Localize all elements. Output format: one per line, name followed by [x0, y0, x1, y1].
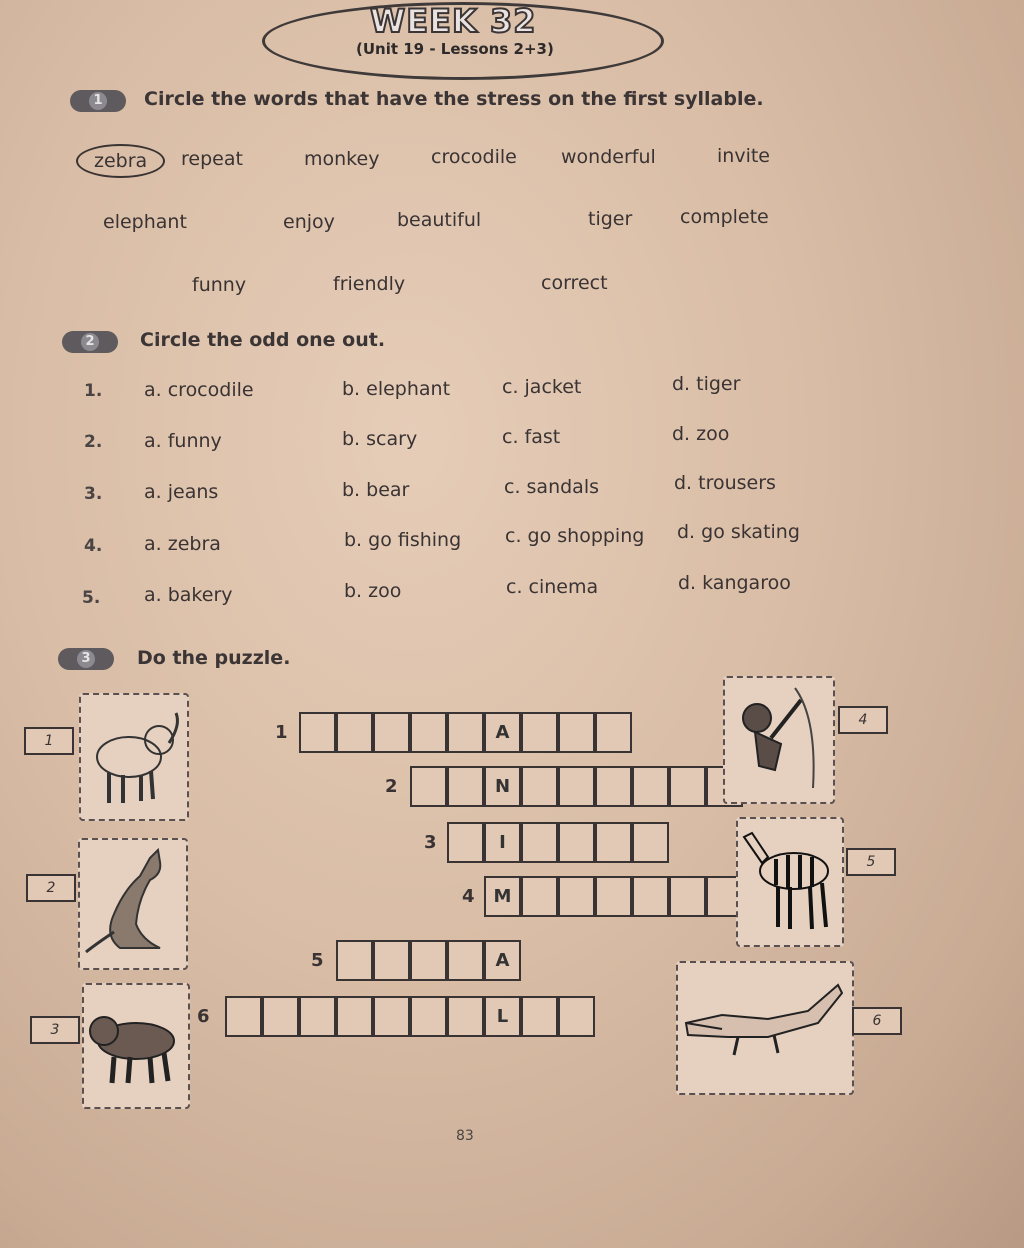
monkey-icon [725, 678, 833, 802]
crossword-cell[interactable] [558, 822, 595, 863]
crossword-cell[interactable] [373, 996, 410, 1037]
crossword-cell[interactable] [669, 766, 706, 807]
clue-number: 5 [311, 950, 324, 971]
picture-tag-4: 4 [838, 706, 888, 734]
crossword-key-cell[interactable]: L [484, 996, 521, 1037]
word-monkey[interactable]: monkey [304, 148, 380, 170]
crossword-cell[interactable] [558, 996, 595, 1037]
crossword-cell[interactable] [632, 876, 669, 917]
crossword-cell[interactable] [595, 822, 632, 863]
clue-number: 2 [385, 776, 398, 797]
crossword-cell[interactable] [669, 876, 706, 917]
exercise-1-badge: 1 [70, 90, 126, 112]
option-a[interactable]: a. zebra [144, 533, 221, 555]
option-a[interactable]: a. funny [144, 430, 222, 452]
crossword-cell[interactable] [336, 940, 373, 981]
crossword-cell[interactable] [447, 712, 484, 753]
option-d[interactable]: d. go skating [677, 521, 800, 543]
crossword-cell[interactable] [521, 996, 558, 1037]
option-d[interactable]: d. zoo [672, 423, 730, 445]
crossword-cell[interactable] [373, 712, 410, 753]
question-number: 3. [84, 484, 103, 504]
option-c[interactable]: c. fast [502, 426, 561, 448]
clue-number: 1 [275, 722, 288, 743]
crossword-cell[interactable] [558, 712, 595, 753]
option-b[interactable]: b. elephant [342, 378, 451, 400]
kangaroo-icon [80, 840, 186, 968]
crossword-cell[interactable] [299, 996, 336, 1037]
picture-tag-1: 1 [24, 727, 74, 755]
crossword-cell[interactable] [299, 712, 336, 753]
crossword-key-cell[interactable]: A [484, 712, 521, 753]
picture-tag-6: 6 [852, 1007, 902, 1035]
crossword-cell[interactable] [632, 766, 669, 807]
crossword-key-cell[interactable]: N [484, 766, 521, 807]
crossword-cell[interactable] [262, 996, 299, 1037]
tiger-picture [82, 983, 190, 1109]
monkey-picture [723, 676, 835, 804]
crossword-cell[interactable] [447, 996, 484, 1037]
crossword-cell[interactable] [632, 822, 669, 863]
crossword-cell[interactable] [558, 766, 595, 807]
elephant-picture [79, 693, 189, 821]
word-repeat[interactable]: repeat [181, 148, 243, 170]
crocodile-picture [676, 961, 854, 1095]
option-a[interactable]: a. jeans [144, 481, 219, 503]
exercise-3-instruction: Do the puzzle. [137, 647, 291, 669]
zebra-icon [738, 819, 842, 945]
crossword-cell[interactable] [336, 712, 373, 753]
option-b[interactable]: b. scary [342, 428, 418, 450]
option-a[interactable]: a. bakery [144, 584, 233, 606]
option-d[interactable]: d. tiger [672, 373, 741, 395]
word-funny[interactable]: funny [192, 274, 247, 296]
crossword-cell[interactable] [521, 766, 558, 807]
option-c[interactable]: c. sandals [504, 476, 599, 498]
option-d[interactable]: d. kangaroo [678, 572, 791, 594]
crossword-cell[interactable] [410, 712, 447, 753]
crossword-cell[interactable] [447, 940, 484, 981]
question-number: 1. [84, 381, 103, 401]
word-enjoy[interactable]: enjoy [283, 211, 335, 233]
picture-tag-2: 2 [26, 874, 76, 902]
clue-number: 6 [197, 1006, 210, 1027]
elephant-icon [81, 695, 187, 819]
question-number: 5. [82, 588, 101, 608]
option-b[interactable]: b. go fishing [344, 529, 462, 551]
kangaroo-picture [78, 838, 188, 970]
word-invite[interactable]: invite [717, 145, 770, 167]
question-number: 2. [84, 432, 103, 452]
crossword-cell[interactable] [521, 876, 558, 917]
option-c[interactable]: c. go shopping [505, 525, 645, 547]
page-subtitle: (Unit 19 - Lessons 2+3) [356, 40, 554, 58]
word-beautiful[interactable]: beautiful [397, 209, 482, 231]
picture-tag-5: 5 [846, 848, 896, 876]
option-b[interactable]: b. bear [342, 479, 410, 501]
crossword-cell[interactable] [373, 940, 410, 981]
word-elephant[interactable]: elephant [103, 211, 187, 233]
crossword-cell[interactable] [595, 876, 632, 917]
word-crocodile[interactable]: crocodile [431, 146, 517, 168]
exercise-2-instruction: Circle the odd one out. [140, 329, 386, 351]
word-wonderful[interactable]: wonderful [561, 146, 656, 168]
crossword-cell[interactable] [521, 712, 558, 753]
zebra-picture [736, 817, 844, 947]
crossword-key-cell[interactable]: A [484, 940, 521, 981]
tiger-icon [84, 985, 188, 1107]
question-number: 4. [84, 536, 103, 556]
exercise-2-badge: 2 [62, 331, 118, 353]
option-d[interactable]: d. trousers [674, 472, 776, 494]
word-tiger[interactable]: tiger [588, 208, 633, 230]
crossword-cell[interactable] [595, 712, 632, 753]
page-number: 83 [456, 1128, 474, 1144]
clue-number: 3 [424, 832, 437, 853]
word-correct[interactable]: correct [541, 272, 608, 294]
crossword-cell[interactable] [225, 996, 262, 1037]
page-title: WEEK 32 [370, 2, 537, 40]
exercise-1-instruction: Circle the words that have the stress on the first syllable. [144, 88, 764, 110]
option-a[interactable]: a. crocodile [144, 379, 254, 401]
crossword-key-cell[interactable]: M [484, 876, 521, 917]
crossword-cell[interactable] [410, 996, 447, 1037]
crossword-cell[interactable] [558, 876, 595, 917]
word-friendly[interactable]: friendly [333, 273, 406, 295]
exercise-3-badge: 3 [58, 648, 114, 670]
option-b[interactable]: b. zoo [344, 580, 402, 602]
crossword-cell[interactable] [447, 766, 484, 807]
picture-tag-3: 3 [30, 1016, 80, 1044]
crossword-key-cell[interactable]: I [484, 822, 521, 863]
word-complete[interactable]: complete [680, 206, 769, 228]
clue-number: 4 [462, 886, 475, 907]
crocodile-icon [678, 963, 852, 1093]
crossword-cell[interactable] [336, 996, 373, 1037]
crossword-cell[interactable] [410, 766, 447, 807]
crossword-cell[interactable] [410, 940, 447, 981]
crossword-cell[interactable] [521, 822, 558, 863]
crossword-cell[interactable] [447, 822, 484, 863]
option-c[interactable]: c. cinema [506, 576, 599, 598]
option-c[interactable]: c. jacket [502, 376, 582, 398]
word-zebra[interactable]: zebra [76, 144, 165, 178]
crossword-cell[interactable] [595, 766, 632, 807]
